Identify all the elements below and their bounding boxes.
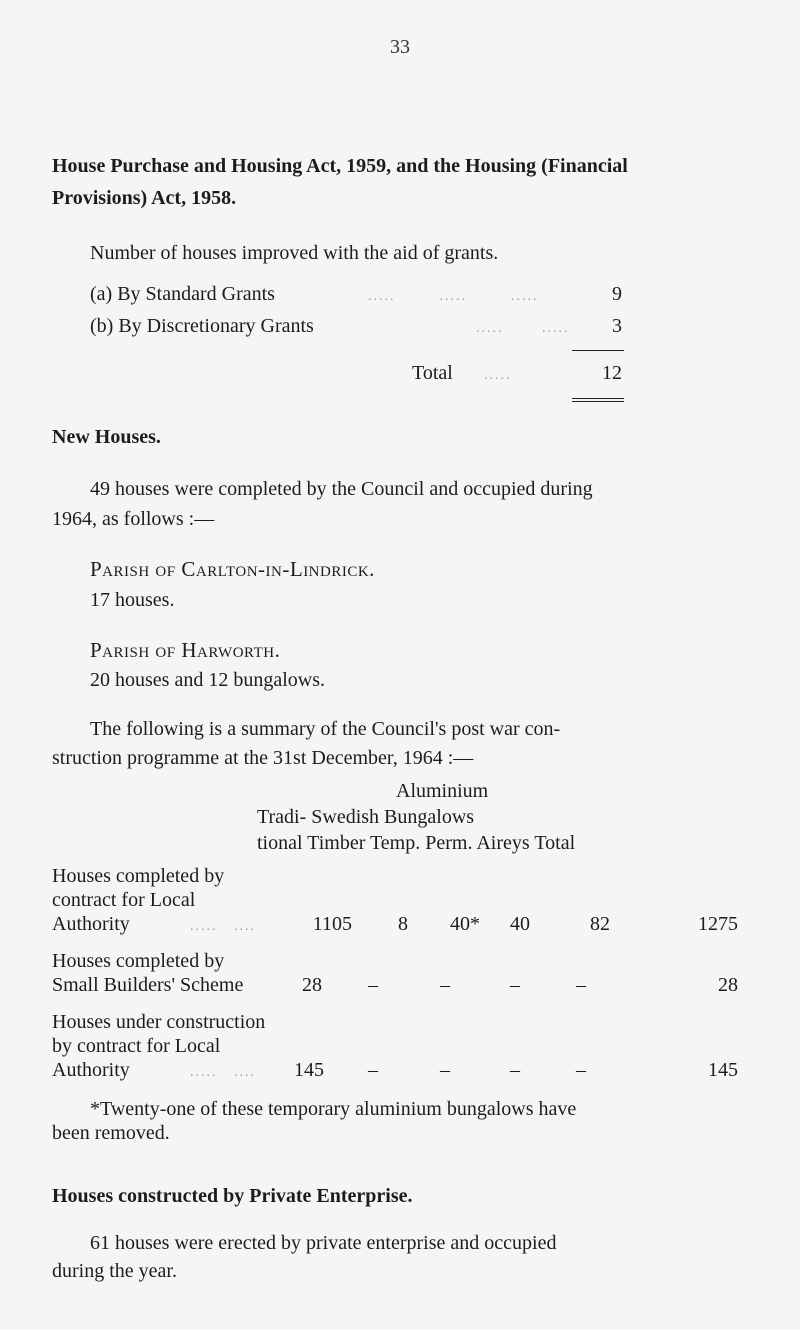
total-label: Total: [412, 362, 453, 384]
total-value: 12: [602, 362, 622, 384]
parish-detail: 20 houses and 12 bungalows.: [90, 669, 325, 691]
grants-intro: Number of houses improved with the aid of grants.: [90, 242, 499, 264]
row-value: 145: [708, 1059, 738, 1081]
row-value: –: [510, 1059, 520, 1081]
parish-detail: 17 houses.: [90, 589, 175, 611]
grant-item-label: (a) By Standard Grants: [90, 283, 275, 305]
grant-item-value: 3: [612, 315, 622, 337]
new-houses-para-line-1: 49 houses were completed by the Council and occupied during: [90, 478, 593, 500]
page-number: 33: [390, 36, 410, 58]
row-label-line: Small Builders' Scheme: [52, 974, 244, 996]
row-value: 40*: [450, 913, 480, 935]
leader-dots: ..... ....: [190, 1065, 256, 1080]
act-heading-line-1: House Purchase and Housing Act, 1959, and the Housing (Financial: [52, 155, 628, 177]
row-value: 145: [294, 1059, 324, 1081]
row-value: –: [440, 1059, 450, 1081]
row-label-line: Houses completed by: [52, 950, 225, 972]
row-value: –: [440, 974, 450, 996]
row-label-line: Authority: [52, 913, 130, 935]
leader-dots: ..... ....: [190, 919, 256, 934]
private-enterprise-heading: Houses constructed by Private Enterprise.: [52, 1185, 413, 1207]
row-value: 40: [510, 913, 530, 935]
private-para-line-2: during the year.: [52, 1260, 177, 1282]
row-label-line: Authority: [52, 1059, 130, 1081]
new-houses-para-line-2: 1964, as follows :—: [52, 508, 215, 530]
row-value: 82: [590, 913, 610, 935]
row-value: 1105: [312, 913, 352, 935]
summary-para-line-2: struction programme at the 31st December, 1964 :—: [52, 747, 474, 769]
row-value: –: [576, 1059, 586, 1081]
row-label-line: Houses completed by: [52, 865, 225, 887]
row-value: 1275: [698, 913, 738, 935]
table-header-line-2: Tradi- Swedish Bungalows: [257, 806, 475, 828]
footnote-line-1: *Twenty-one of these temporary aluminium bungalows have: [90, 1098, 577, 1120]
act-heading-line-2: Provisions) Act, 1958.: [52, 187, 237, 209]
table-header-line-1: Aluminium: [396, 780, 489, 802]
parish-name: Parish of Carlton-in-Lindrick.: [90, 557, 375, 581]
grant-item-label: (b) By Discretionary Grants: [90, 315, 314, 337]
parish-name: Parish of Harworth.: [90, 638, 281, 662]
row-value: 28: [302, 974, 322, 996]
row-value: 28: [718, 974, 738, 996]
row-value: –: [368, 1059, 378, 1081]
table-header-line-3: tional Timber Temp. Perm. Aireys Total: [257, 832, 576, 854]
leader-dots: ..... .....: [476, 321, 570, 336]
row-value: –: [368, 974, 378, 996]
sum-rule: [572, 350, 624, 351]
row-label-line: contract for Local: [52, 889, 196, 911]
summary-para-line-1: The following is a summary of the Council's post war con-: [90, 718, 561, 740]
leader-dots: ..... ..... .....: [368, 289, 539, 304]
row-label-line: by contract for Local: [52, 1035, 221, 1057]
leader-dots: .....: [484, 368, 512, 383]
row-label-line: Houses under construction: [52, 1011, 266, 1033]
new-houses-heading: New Houses.: [52, 426, 161, 448]
grant-item-value: 9: [612, 283, 622, 305]
private-para-line-1: 61 houses were erected by private enterprise and occupied: [90, 1232, 557, 1254]
row-value: 8: [398, 913, 408, 935]
row-value: –: [576, 974, 586, 996]
total-rule-top: [572, 398, 624, 399]
total-rule-bottom: [572, 401, 624, 402]
row-value: –: [510, 974, 520, 996]
footnote-line-2: been removed.: [52, 1122, 170, 1144]
